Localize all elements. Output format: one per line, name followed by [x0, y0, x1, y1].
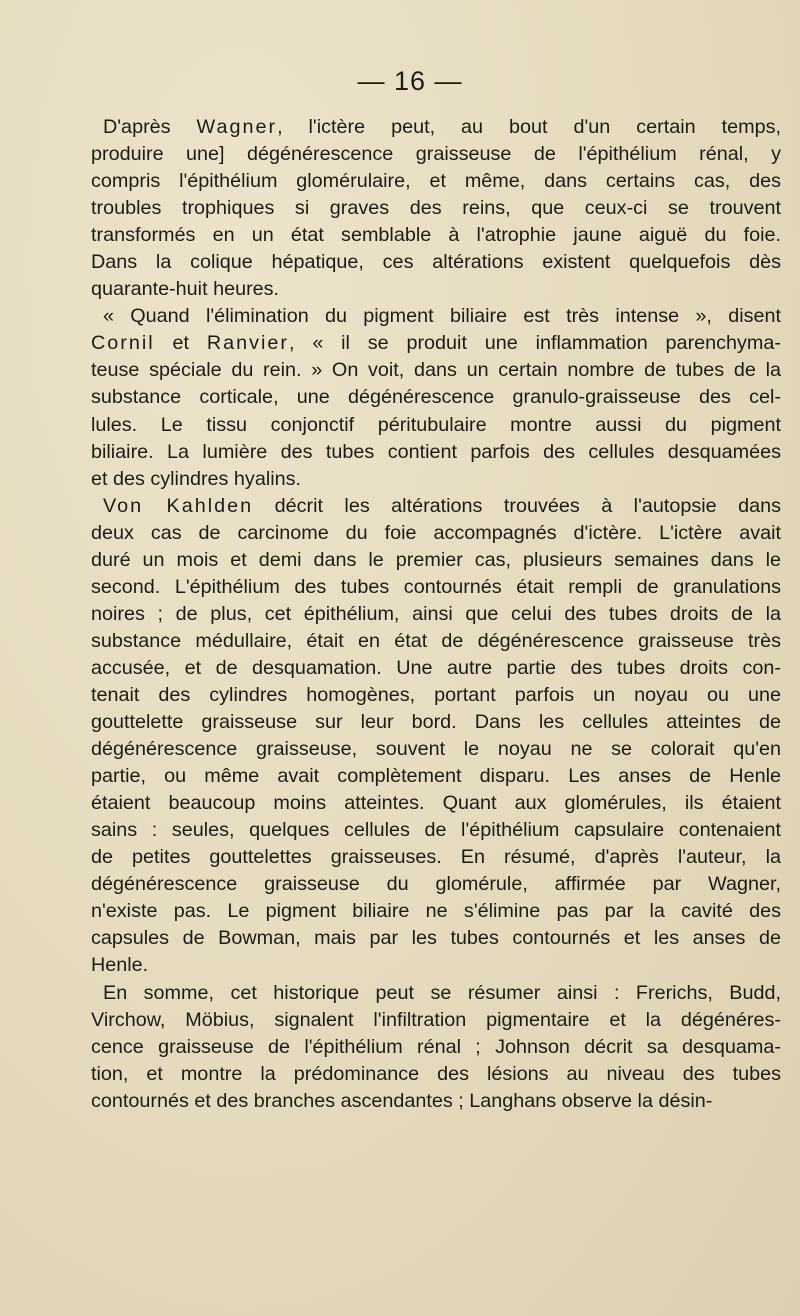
text-segment: « Quand l'élimination du pigment biliaire est très intense », disent — [103, 305, 781, 328]
text-line — [91, 168, 781, 195]
text-segment: cence graisseuse de l'épithélium rénal ; Johnson décrit sa desquama- — [91, 1035, 781, 1058]
page-number: — 16 — — [357, 66, 463, 96]
text-segment: teuse spéciale du rein. » On voit, dans un certain nombre de tubes de la — [91, 359, 781, 382]
text-segment: second. L'épithélium des tubes contournés était rempli de granulations — [91, 575, 781, 598]
text-line — [91, 925, 781, 952]
text-segment: accusée, et de desquamation. Une autre partie des tubes droits con- — [91, 656, 781, 679]
text-line — [91, 249, 781, 276]
text-segment: troubles trophiques si graves des reins, que ceux-ci se trouvent — [91, 197, 781, 220]
text-segment: n'existe pas. Le pigment biliaire ne s'élimine pas par la cavité des — [91, 900, 781, 923]
author-name: Wagner — [196, 116, 278, 138]
text-line — [91, 871, 781, 898]
text-segment: substance médullaire, était en état de dégénérescence graisseuse très — [91, 629, 781, 652]
text-line — [91, 357, 781, 384]
text-line — [91, 844, 781, 871]
text-line — [91, 547, 781, 574]
text-segment: dégénérescence graisseuse, souvent le noyau ne se colorait qu'en — [91, 738, 781, 761]
text-line — [91, 628, 781, 655]
text-segment: transformés en un état semblable à l'atrophie jaune aiguë du foie. — [91, 224, 781, 247]
text-segment: décrit les altérations trouvées à l'autopsie dans — [253, 494, 781, 517]
text-line — [91, 195, 781, 222]
text-line — [91, 520, 781, 547]
text-segment: de petites gouttelettes graisseuses. En résumé, d'après l'auteur, la — [91, 846, 781, 869]
text-segment: dégénérescence graisseuse du glomérule, affirmée par Wagner, — [91, 873, 781, 896]
text-line — [91, 493, 781, 520]
text-line — [91, 1088, 781, 1115]
text-line — [91, 276, 781, 303]
text-segment: et des cylindres hyalins. — [91, 467, 302, 490]
text-segment: capsules de Bowman, mais par les tubes contournés et les anses de — [91, 927, 781, 950]
text-segment: D'après — [103, 116, 197, 138]
text-segment: contournés et des branches ascendantes ; Langhans observe la désin- — [91, 1089, 713, 1112]
text-segment: étaient beaucoup moins atteintes. Quant aux glomérules, ils étaient — [91, 792, 781, 815]
text-segment: duré un mois et demi dans le premier cas, plusieurs semaines dans le — [91, 548, 781, 571]
text-line — [91, 1034, 781, 1061]
author-name: Von Kahlden — [103, 494, 254, 517]
text-segment: Henle. — [91, 954, 149, 977]
text-line — [91, 114, 781, 141]
text-line — [91, 222, 781, 249]
text-line — [91, 330, 781, 357]
text-segment: lules. Le tissu conjonctif péritubulaire montre aussi du pigment — [91, 413, 781, 436]
text-line — [91, 817, 781, 844]
text-line — [91, 980, 781, 1007]
text-segment: , « il se produit une inflammation parenchyma- — [289, 332, 782, 355]
text-segment: quarante-huit heures. — [91, 278, 280, 301]
text-segment: produire une] dégénérescence graisseuse de l'épithélium rénal, y — [91, 143, 781, 166]
text-segment: biliaire. La lumière des tubes contient parfois des cellules desquamées — [91, 440, 781, 463]
text-segment: tion, et montre la prédominance des lésions au niveau des tubes — [91, 1062, 781, 1085]
text-line — [91, 466, 781, 493]
text-line — [91, 303, 781, 330]
text-segment: et — [154, 332, 207, 355]
text-line — [91, 439, 781, 466]
text-segment: deux cas de carcinome du foie accompagnés d'ictère. L'ictère avait — [91, 521, 781, 544]
text-segment: sains : seules, quelques cellules de l'épithélium capsulaire contenaient — [91, 819, 781, 842]
text-line — [91, 790, 781, 817]
text-line — [91, 682, 781, 709]
text-line — [91, 898, 781, 925]
text-segment: , l'ictère peut, au bout d'un certain temps, — [277, 116, 781, 138]
text-line — [91, 1007, 781, 1034]
text-segment: Virchow, Möbius, signalent l'infiltration pigmentaire et la dégénéres- — [91, 1008, 781, 1031]
text-segment: noires ; de plus, cet épithélium, ainsi que celui des tubes droits de la — [91, 602, 781, 625]
text-segment: substance corticale, une dégénérescence granulo-graisseuse des cel- — [91, 386, 781, 409]
text-line — [91, 736, 781, 763]
text-line — [91, 952, 781, 979]
text-line — [91, 1061, 781, 1088]
text-line — [91, 709, 781, 736]
text-line — [91, 655, 781, 682]
text-line — [91, 384, 781, 411]
text-line — [91, 574, 781, 601]
text-segment: partie, ou même avait complètement disparu. Les anses de Henle — [91, 765, 781, 788]
text-segment: En somme, cet historique peut se résumer ainsi : Frerichs, Budd, — [103, 981, 781, 1004]
author-name: Ranvier — [206, 332, 289, 355]
text-segment: compris l'épithélium glomérulaire, et même, dans certains cas, des — [91, 170, 781, 193]
text-segment: tenait des cylindres homogènes, portant parfois un noyau ou une — [91, 683, 781, 706]
text-segment: Dans la colique hépatique, ces altérations existent quelquefois dès — [91, 251, 781, 274]
text-line — [91, 412, 781, 439]
text-line — [91, 763, 781, 790]
text-segment: gouttelette graisseuse sur leur bord. Dans les cellules atteintes de — [91, 711, 781, 734]
author-name: Cornil — [91, 332, 155, 355]
text-line — [91, 601, 781, 628]
text-line — [91, 141, 781, 168]
body-text — [91, 114, 781, 1115]
